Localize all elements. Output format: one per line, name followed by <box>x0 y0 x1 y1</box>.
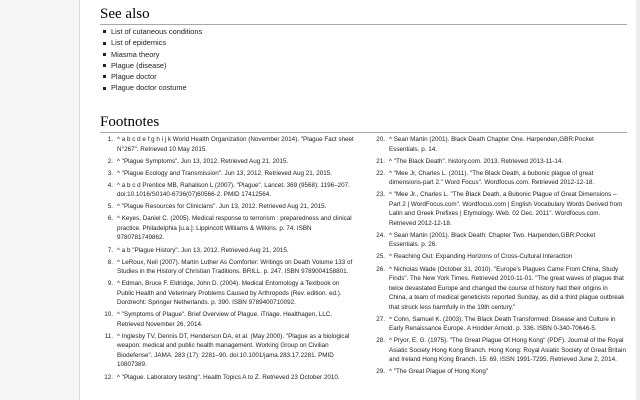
footnote-text[interactable]: ^ a b "Plague History". Jun 13, 2012. Retrieved Aug 21, 2015. <box>117 246 289 254</box>
footnote-number: 22. <box>376 169 385 177</box>
footnote-number: 7. <box>107 246 113 254</box>
footnote-text[interactable]: ^ a b c d Prentice MB, Rahalison L (2007). "Plague". Lancet. 369 (9568): 1196–207. doi:10.1016/S0140-6736(07)60566-2. PMID 17412564. <box>117 181 350 199</box>
footnote-number: 27. <box>376 315 385 323</box>
footnote-item <box>372 169 626 188</box>
footnote-number: 20. <box>376 136 385 143</box>
footnotes-heading: Footnotes <box>100 114 160 130</box>
footnote-number: 1. <box>107 136 113 143</box>
footnote-item <box>372 190 626 228</box>
see-also-link[interactable]: List of cutaneous conditions <box>102 26 202 37</box>
see-also-link[interactable]: Plague (disease) <box>102 60 202 71</box>
footnote-text[interactable]: ^ "The Black Death". history.com. 2013. Retrieved 2013-11-14. <box>389 157 564 165</box>
footnote-item <box>100 332 358 370</box>
section-divider <box>100 24 627 25</box>
footnote-number: 8. <box>107 258 113 266</box>
footnote-text[interactable]: ^ "Plague. Laboratory testing". Health Topics A to Z. Retrieved 23 October 2010. <box>117 373 340 381</box>
footnote-item <box>100 181 358 200</box>
footnote-number: 12. <box>104 373 113 381</box>
footnote-number: 10. <box>104 311 113 319</box>
footnote-number: 3. <box>107 169 113 177</box>
see-also-link[interactable]: Plague doctor <box>102 71 202 82</box>
footnote-item <box>372 265 626 313</box>
see-also-heading: See also <box>100 6 150 22</box>
footnote-text[interactable]: ^ Nicholas Wade (October 31, 2010). "Europe's Plagues Came From China, Study Finds". The New York Times. Retrieved 2010-11-01. "The great waves of plague that twice devastated Europe and changed the course of history had their origins in China, a team of medical geneticists reported Sunday, as did a third plague outbreak that struck less harmfully in the 19th century." <box>389 265 625 311</box>
footnote-item <box>100 246 358 256</box>
footnote-text[interactable]: ^ LeRoux, Neil (2007). Martin Luther As Comforter: Writings on Death Volume 133 of Studies in the History of Christian Traditions. BRILL. p. 247. ISBN 9789004158801. <box>117 258 353 276</box>
footnote-number: 25. <box>376 253 385 261</box>
footnote-text[interactable]: ^ "Plague Ecology and Transmission". Jun 13, 2012. Retrieved Aug 21, 2015. <box>117 169 333 177</box>
scrollbar[interactable] <box>636 0 640 400</box>
footnote-item <box>100 373 358 383</box>
see-also-list <box>102 26 202 94</box>
footnote-item <box>372 315 626 334</box>
footnote-item <box>372 135 626 154</box>
footnote-number: 26. <box>376 265 385 273</box>
footnote-item <box>372 231 626 250</box>
footnote-text[interactable]: ^ "Plague Symptoms". Jun 13, 2012. Retrieved Aug 21, 2015. <box>117 157 289 165</box>
footnotes-column-left <box>100 135 358 385</box>
footnote-item <box>100 202 358 212</box>
footnote-item <box>100 169 358 179</box>
footnote-item <box>372 252 626 262</box>
footnote-number: 5. <box>107 203 113 211</box>
footnote-text[interactable]: ^ Sean Martin (2001). Black Death: Chapter Two. Harpenden,GBR:Pocket Essentials. p. 26. <box>389 231 596 249</box>
footnote-item <box>372 157 626 167</box>
footnote-item <box>100 214 358 243</box>
footnotes-column-right <box>372 135 626 379</box>
footnote-text[interactable]: ^ Edman, Bruce F. Eldridge, John D. (2004). Medical Entomology a Textbook on Public Health and Veterinary Problems Caused by Arthropods (Rev. edition. ed.). Dordrecht: Springer Netherlands. p. 390. ISBN 9789400710092. <box>117 280 342 307</box>
footnote-number: 11. <box>104 332 113 340</box>
footnote-text[interactable]: ^ "Symptoms of Plague". Brief Overview of Plague. iTriage. Healthagen, LLC. Retrieved November 26, 2014. <box>117 311 333 328</box>
see-also-link[interactable]: Miasma theory <box>102 49 202 60</box>
footnote-text[interactable]: ^ "Mee Jr., Charles L. "The Black Death, a Bubonic Plague of Great Dimensions – Part 2 | WordFocus.com". Wordfocus.com | English Vocabulary Words Derived from Latin and Greek Prefixes | Etymology. Web. 02 Dec. 2011". Wordfocus.com. Retrieved 2012-12-18. <box>389 191 623 227</box>
footnote-number: 28. <box>376 337 385 345</box>
see-also-link[interactable]: Plague doctor costume <box>102 82 202 93</box>
footnote-item <box>100 135 358 154</box>
footnote-number: 29. <box>376 368 385 376</box>
footnote-number: 4. <box>107 181 113 189</box>
footnote-number: 23. <box>376 191 385 199</box>
footnote-item <box>372 367 626 377</box>
footnote-number: 6. <box>107 215 113 223</box>
footnote-text[interactable]: ^ Pryor, E. G. (1975). "The Great Plague Of Hong Kong" (PDF). Journal of the Royal Asiatic Society Hong Kong Branch. Hong Kong: Royal Asiatic Society of Great Britain and Ireland Hong Kong Branch. 15: 69. ISSN 1991-7295. Retrieved June 2, 2014. <box>389 337 626 364</box>
footnote-item <box>372 336 626 365</box>
footnote-item <box>100 279 358 308</box>
footnote-text[interactable]: ^ Sean Martin (2001). Black Death Chapter One. Harpenden,GBR:Pocket Essentials. p. 14. <box>389 136 594 153</box>
section-divider <box>100 132 627 133</box>
footnote-number: 9. <box>107 280 113 288</box>
footnote-text[interactable]: ^ Inglesby TV, Dennis DT, Henderson DA, et al. (May 2000). "Plague as a biological weapon: medical and public health management. Working Group on Civilian Biodefense". JAMA. 283 (17): 2281–90. doi:10.1001/jama.283.17.2281. PMID 10807389. <box>117 332 350 369</box>
footnote-text[interactable]: ^ Reaching Out: Expanding Horizons of Cross-Cultural Interaction <box>389 253 573 261</box>
footnote-text[interactable]: ^ "Mee Jr, Charles L. (2011). "The Black Death, a bubonic plague of great dimensions-part 2." Word Focus". Wordfocus.com. Retrieved 2012-12-18. <box>389 169 595 187</box>
footnote-item <box>100 157 358 167</box>
footnote-text[interactable]: ^ "Plague Resources for Clinicians". Jun 13, 2012. Retrieved Aug 21, 2015. <box>117 203 327 211</box>
footnote-item <box>100 258 358 277</box>
footnote-text[interactable]: ^ a b c d e f g h i j k World Health Organization (November 2014). "Plague Fact sheet N°267". Retrieved 10 May 2015. <box>117 136 354 153</box>
footnote-item <box>100 310 358 329</box>
footnote-text[interactable]: ^ Cohn, Samuel K. (2003). The Black Death Transformed: Disease and Culture in Early Renaissance Europe. A Hodder Arnold. p. 336. ISBN 0-340-70646-5. <box>389 315 616 333</box>
footnote-text[interactable]: ^ Keyes, Daniel C. (2005). Medical response to terrorism : preparedness and clinical practice. Philadelphia [u.a.]: Lippincott Williams & Wilkins. p. 74. ISBN 9780781749862. <box>117 215 352 242</box>
footnote-text[interactable]: ^ "The Great Plague of Hong Kong" <box>389 368 489 376</box>
footnote-number: 24. <box>376 231 385 239</box>
footnote-number: 2. <box>107 157 113 165</box>
see-also-link[interactable]: List of epidemics <box>102 37 202 48</box>
footnote-number: 21. <box>376 157 385 165</box>
article-page <box>79 0 640 400</box>
